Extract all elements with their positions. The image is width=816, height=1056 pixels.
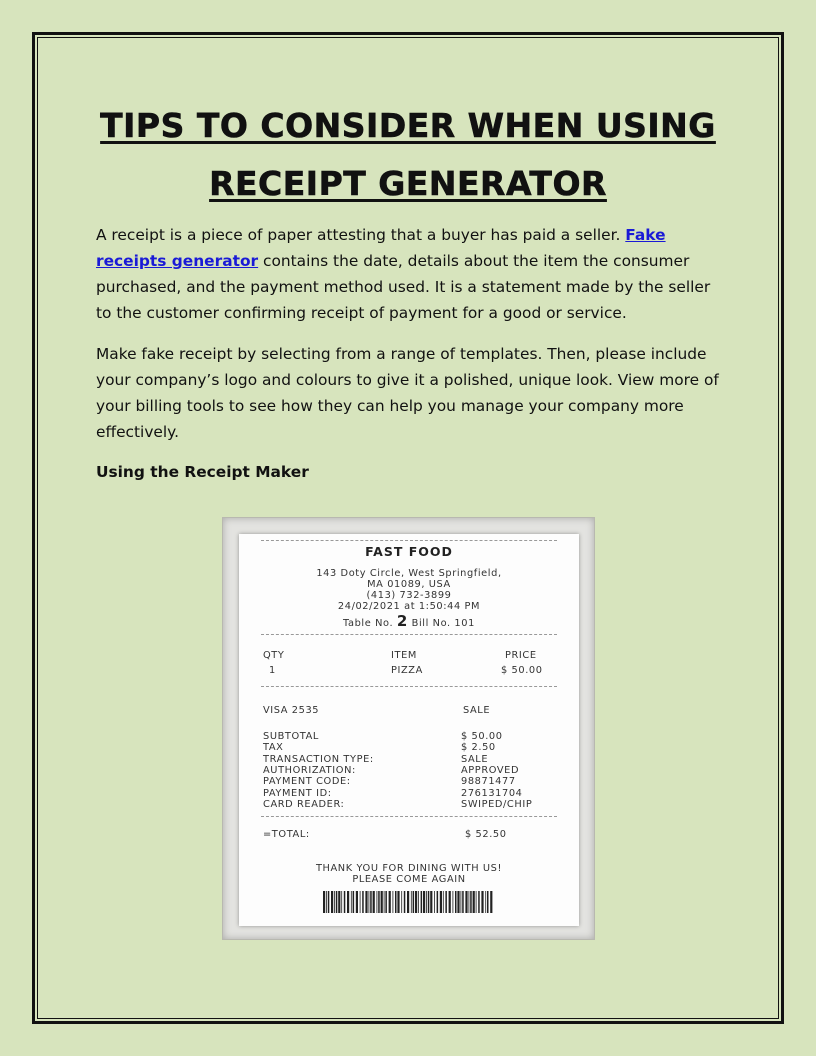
page-title-line1: TIPS TO CONSIDER WHEN USING [100,106,716,145]
receipt-bill-label: Bill No. 101 [411,618,475,629]
intro-text-before: A receipt is a piece of paper attesting that a buyer has paid a seller. [96,226,626,244]
receipt-item-qty: 1 [269,665,276,676]
receipt-detail-value: $ 50.00 [461,731,503,742]
receipt-detail-value: $ 2.50 [461,742,496,754]
receipt-card-type: SALE [463,705,491,716]
receipt-address-line1: 143 Doty Circle, West Springfield, [316,568,502,579]
intro-paragraph [96,222,726,326]
receipt-item-price: $ 50.00 [501,665,543,676]
receipt-item-name: PIZZA [391,665,423,676]
receipt-address-line2: MA 01089, USA [367,579,451,590]
receipt-total-label: =TOTAL: [263,829,310,840]
receipt-detail-value: 98871477 [461,776,516,788]
receipt-detail-value: 276131704 [461,787,523,799]
receipt-divider [261,540,557,541]
fake-receipts-generator-link[interactable]: Fake receipts generator [96,226,666,270]
receipt-datetime: 24/02/2021 at 1:50:44 PM [337,601,481,612]
page-title-line2: RECEIPT GENERATOR [209,164,607,203]
intro-text-after: contains the date, details about the item the consumer purchased, and the payment method used. It is a statement made by the seller to the customer confirming receipt of payment for a good or service. [96,252,711,322]
receipt-detail-label: TAX [263,742,284,754]
receipt-paper [239,534,579,926]
receipt-barcode [323,891,495,913]
receipt-divider [261,816,557,817]
receipt-table-label: Table No. [343,618,394,629]
receipt-table-number: 2 [396,612,408,630]
receipt-detail-label: SUBTOTAL [263,731,319,742]
receipt-detail-value: APPROVED [461,764,520,776]
receipt-detail-label: AUTHORIZATION: [263,764,356,776]
templates-paragraph: Make fake receipt by selecting from a range of templates. Then, please include your company’s logo and colours to give it a polished, unique look. View more of your billing tools to see how they can help you manage your company more effectively. [96,345,719,441]
receipt-detail-value: SWIPED/CHIP [461,798,533,810]
receipt-thanks-line2: PLEASE COME AGAIN [352,874,466,885]
receipt-divider [261,634,557,635]
receipt-phone: (413) 732-3899 [366,590,452,601]
receipt-shop-name: FAST FOOD [365,544,453,559]
receipt-detail-value: SALE [461,753,489,765]
receipt-divider [261,686,557,687]
receipt-table-bill [239,612,579,630]
receipt-card: VISA 2535 [263,705,320,716]
receipt-total-value: $ 52.50 [465,829,507,840]
receipt-col-qty: QTY [263,650,285,661]
receipt-thanks-line1: THANK YOU FOR DINING WITH US! [315,863,503,874]
receipt-col-price: PRICE [505,650,537,661]
section-subheading: Using the Receipt Maker [96,463,309,481]
receipt-detail-label: PAYMENT CODE: [263,776,351,788]
receipt-col-item: ITEM [391,650,417,661]
receipt-detail-label: PAYMENT ID: [263,787,332,799]
receipt-image [222,517,595,940]
receipt-detail-label: CARD READER: [263,798,345,810]
receipt-detail-label: TRANSACTION TYPE: [263,753,374,765]
